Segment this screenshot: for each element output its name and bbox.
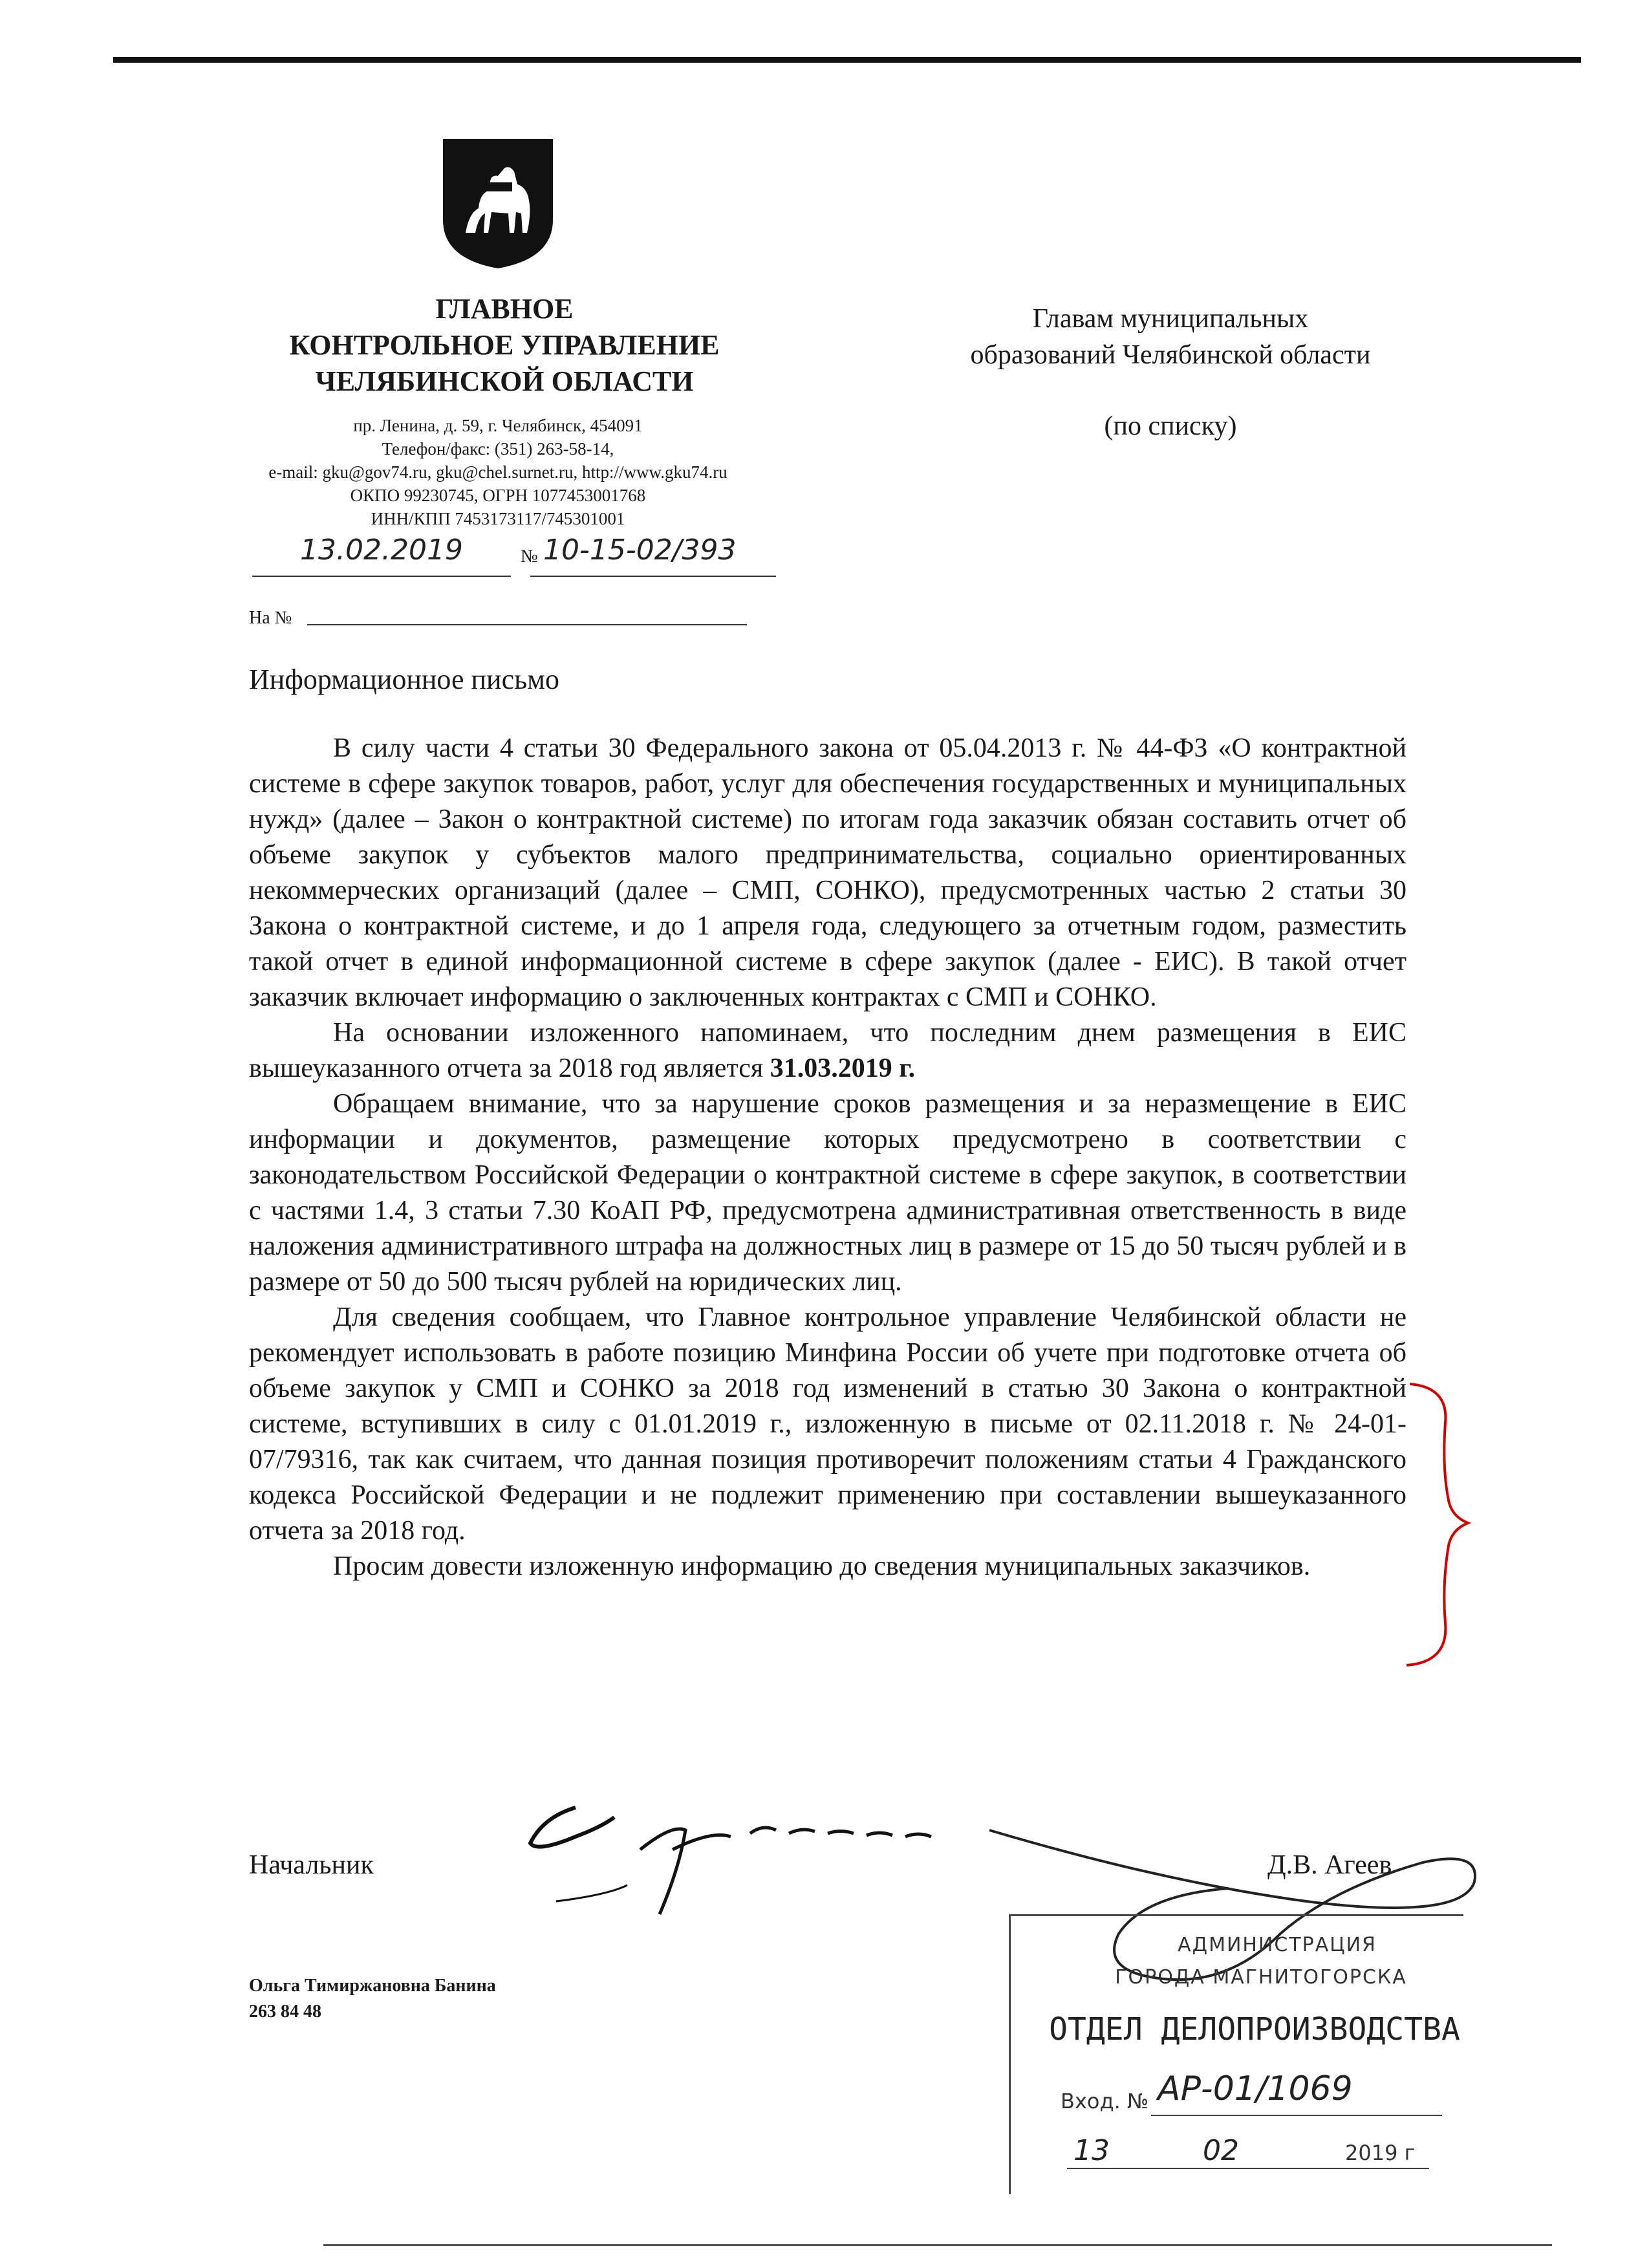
deadline-date: 31.03.2019 г. — [770, 1053, 916, 1083]
stamp-city: ГОРОДА МАГНИТОГОРСКА — [1115, 1966, 1407, 1989]
handwritten-signature — [517, 1772, 983, 1927]
stamp-department: ОТДЕЛ ДЕЛОПРОИЗВОДСТВА — [1049, 2011, 1460, 2047]
stamp-year: 2019 г — [1345, 2141, 1416, 2165]
org-address: пр. Ленина, д. 59, г. Челябинск, 454091 — [353, 416, 643, 435]
stamp-incoming-number: АР-01/1069 — [1158, 2069, 1353, 2108]
org-name-line1: ГЛАВНОЕ — [435, 293, 574, 325]
organization-contacts — [188, 414, 808, 530]
org-okpo: ОКПО 99230745, ОГРН 1077453001768 — [350, 486, 646, 505]
paragraph-1: В силу части 4 статьи 30 Федерального закона от 05.04.2013 г. № 44-ФЗ «О контрактной системе в сфере закупок товаров, работ, услуг для обеспечения государственных и муниципальных нужд» (далее – Закон о контрактной системе) по итогам года заказчик обязан составить отчет об объеме закупок у субъектов малого предпринимательства, социально ориентированных некоммерческих организаций (далее – СМП, СОНКО), предусмотренных частью 2 статьи 30 Закона о контрактной системе, и до 1 апреля года, следующего за отчетным годом, разместить такой отчет в единой информационной системе в сфере закупок (далее - ЕИС). В такой отчет заказчик включает информацию о заключенных контрактах с СМП и СОНКО. — [249, 733, 1406, 1012]
signer-position: Начальник — [249, 1850, 374, 1880]
document-type: Информационное письмо — [249, 664, 560, 695]
stamp-administration: АДМИНИСТРАЦИЯ — [1178, 1934, 1377, 1956]
bottom-border-rule — [323, 2244, 1552, 2246]
stamp-incoming-label: Вход. № — [1061, 2089, 1149, 2113]
paragraph-4: Для сведения сообщаем, что Главное контрольное управление Челябинской области не рекомендует использовать в работе позицию Минфина России об учете при подготовке отчета об объеме закупок у СМП и СОНКО за 2018 год изменений в статью 30 Закона о контрактной системе, вступивших в силу с 01.01.2019 г., изложенную в письме от 02.11.2018 г. № 24-01-07/79316, так как считаем, что данная позиция противоречит положениям статьи 4 Гражданского кодекса Российской Федерации и не подлежит применению при составлении вышеуказанного отчета за 2018 год. — [249, 1302, 1406, 1546]
stamp-date-line — [1067, 2168, 1429, 2169]
registration-number: 10-15-02/393 — [543, 534, 737, 567]
coat-of-arms-icon — [440, 136, 556, 272]
top-border-rule — [113, 57, 1581, 63]
org-name-line3: ЧЕЛЯБИНСКОЙ ОБЛАСТИ — [315, 365, 694, 397]
addressee — [918, 301, 1423, 373]
org-email: e-mail: gku@gov74.ru, gku@chel.surnet.ru, http://www.gku74.ru — [268, 462, 727, 482]
red-bracket-mark — [1403, 1377, 1474, 1669]
registration-number-line — [530, 576, 776, 577]
org-phone: Телефон/факс: (351) 263-58-14, — [382, 439, 614, 459]
registration-date: 13.02.2019 — [300, 534, 463, 567]
executor-phone: 263 84 48 — [249, 2002, 321, 2022]
reference-number-line — [307, 624, 747, 625]
registration-number-sign: № — [521, 546, 538, 567]
organization-name — [213, 291, 795, 400]
reference-number-label: На № — [249, 608, 292, 628]
addressee-line1: Главам муниципальных — [1032, 304, 1309, 334]
addressee-line2: образований Челябинской области — [970, 340, 1371, 370]
stamp-month: 02 — [1203, 2134, 1239, 2167]
stamp-day: 13 — [1073, 2134, 1110, 2167]
executor-name: Ольга Тимиржановна Банина — [249, 1976, 496, 1996]
paragraph-5: Просим довести изложенную информацию до сведения муниципальных заказчиков. — [333, 1551, 1311, 1581]
addressee-note: (по списку) — [1104, 411, 1237, 441]
registration-date-line — [252, 576, 511, 577]
stamp-number-line — [1151, 2115, 1442, 2116]
paragraph-2 — [249, 1015, 1406, 1086]
org-name-line2: КОНТРОЛЬНОЕ УПРАВЛЕНИЕ — [289, 329, 720, 361]
signer-name: Д.В. Агеев — [1267, 1850, 1392, 1880]
paragraph-2-text: На основании изложенного напоминаем, что последним днем размещения в ЕИС вышеуказанного отчета за 2018 год является — [249, 1018, 1406, 1083]
paragraph-3: Обращаем внимание, что за нарушение сроков размещения и за неразмещение в ЕИС информации и документов, размещение которых предусмотрено в соответствии с законодательством Российской Федерации о контрактной системе в сфере закупок, в соответствии с частями 1.4, 3 статьи 7.30 КоАП РФ, предусмотрена административная ответственность в виде наложения административного штрафа на должностных лиц в размере от 15 до 50 тысяч рублей и в размере от 50 до 500 тысяч рублей на юридических лиц. — [249, 1089, 1406, 1297]
letter-body — [249, 731, 1406, 1584]
org-inn: ИНН/КПП 7453173117/745301001 — [371, 509, 625, 528]
